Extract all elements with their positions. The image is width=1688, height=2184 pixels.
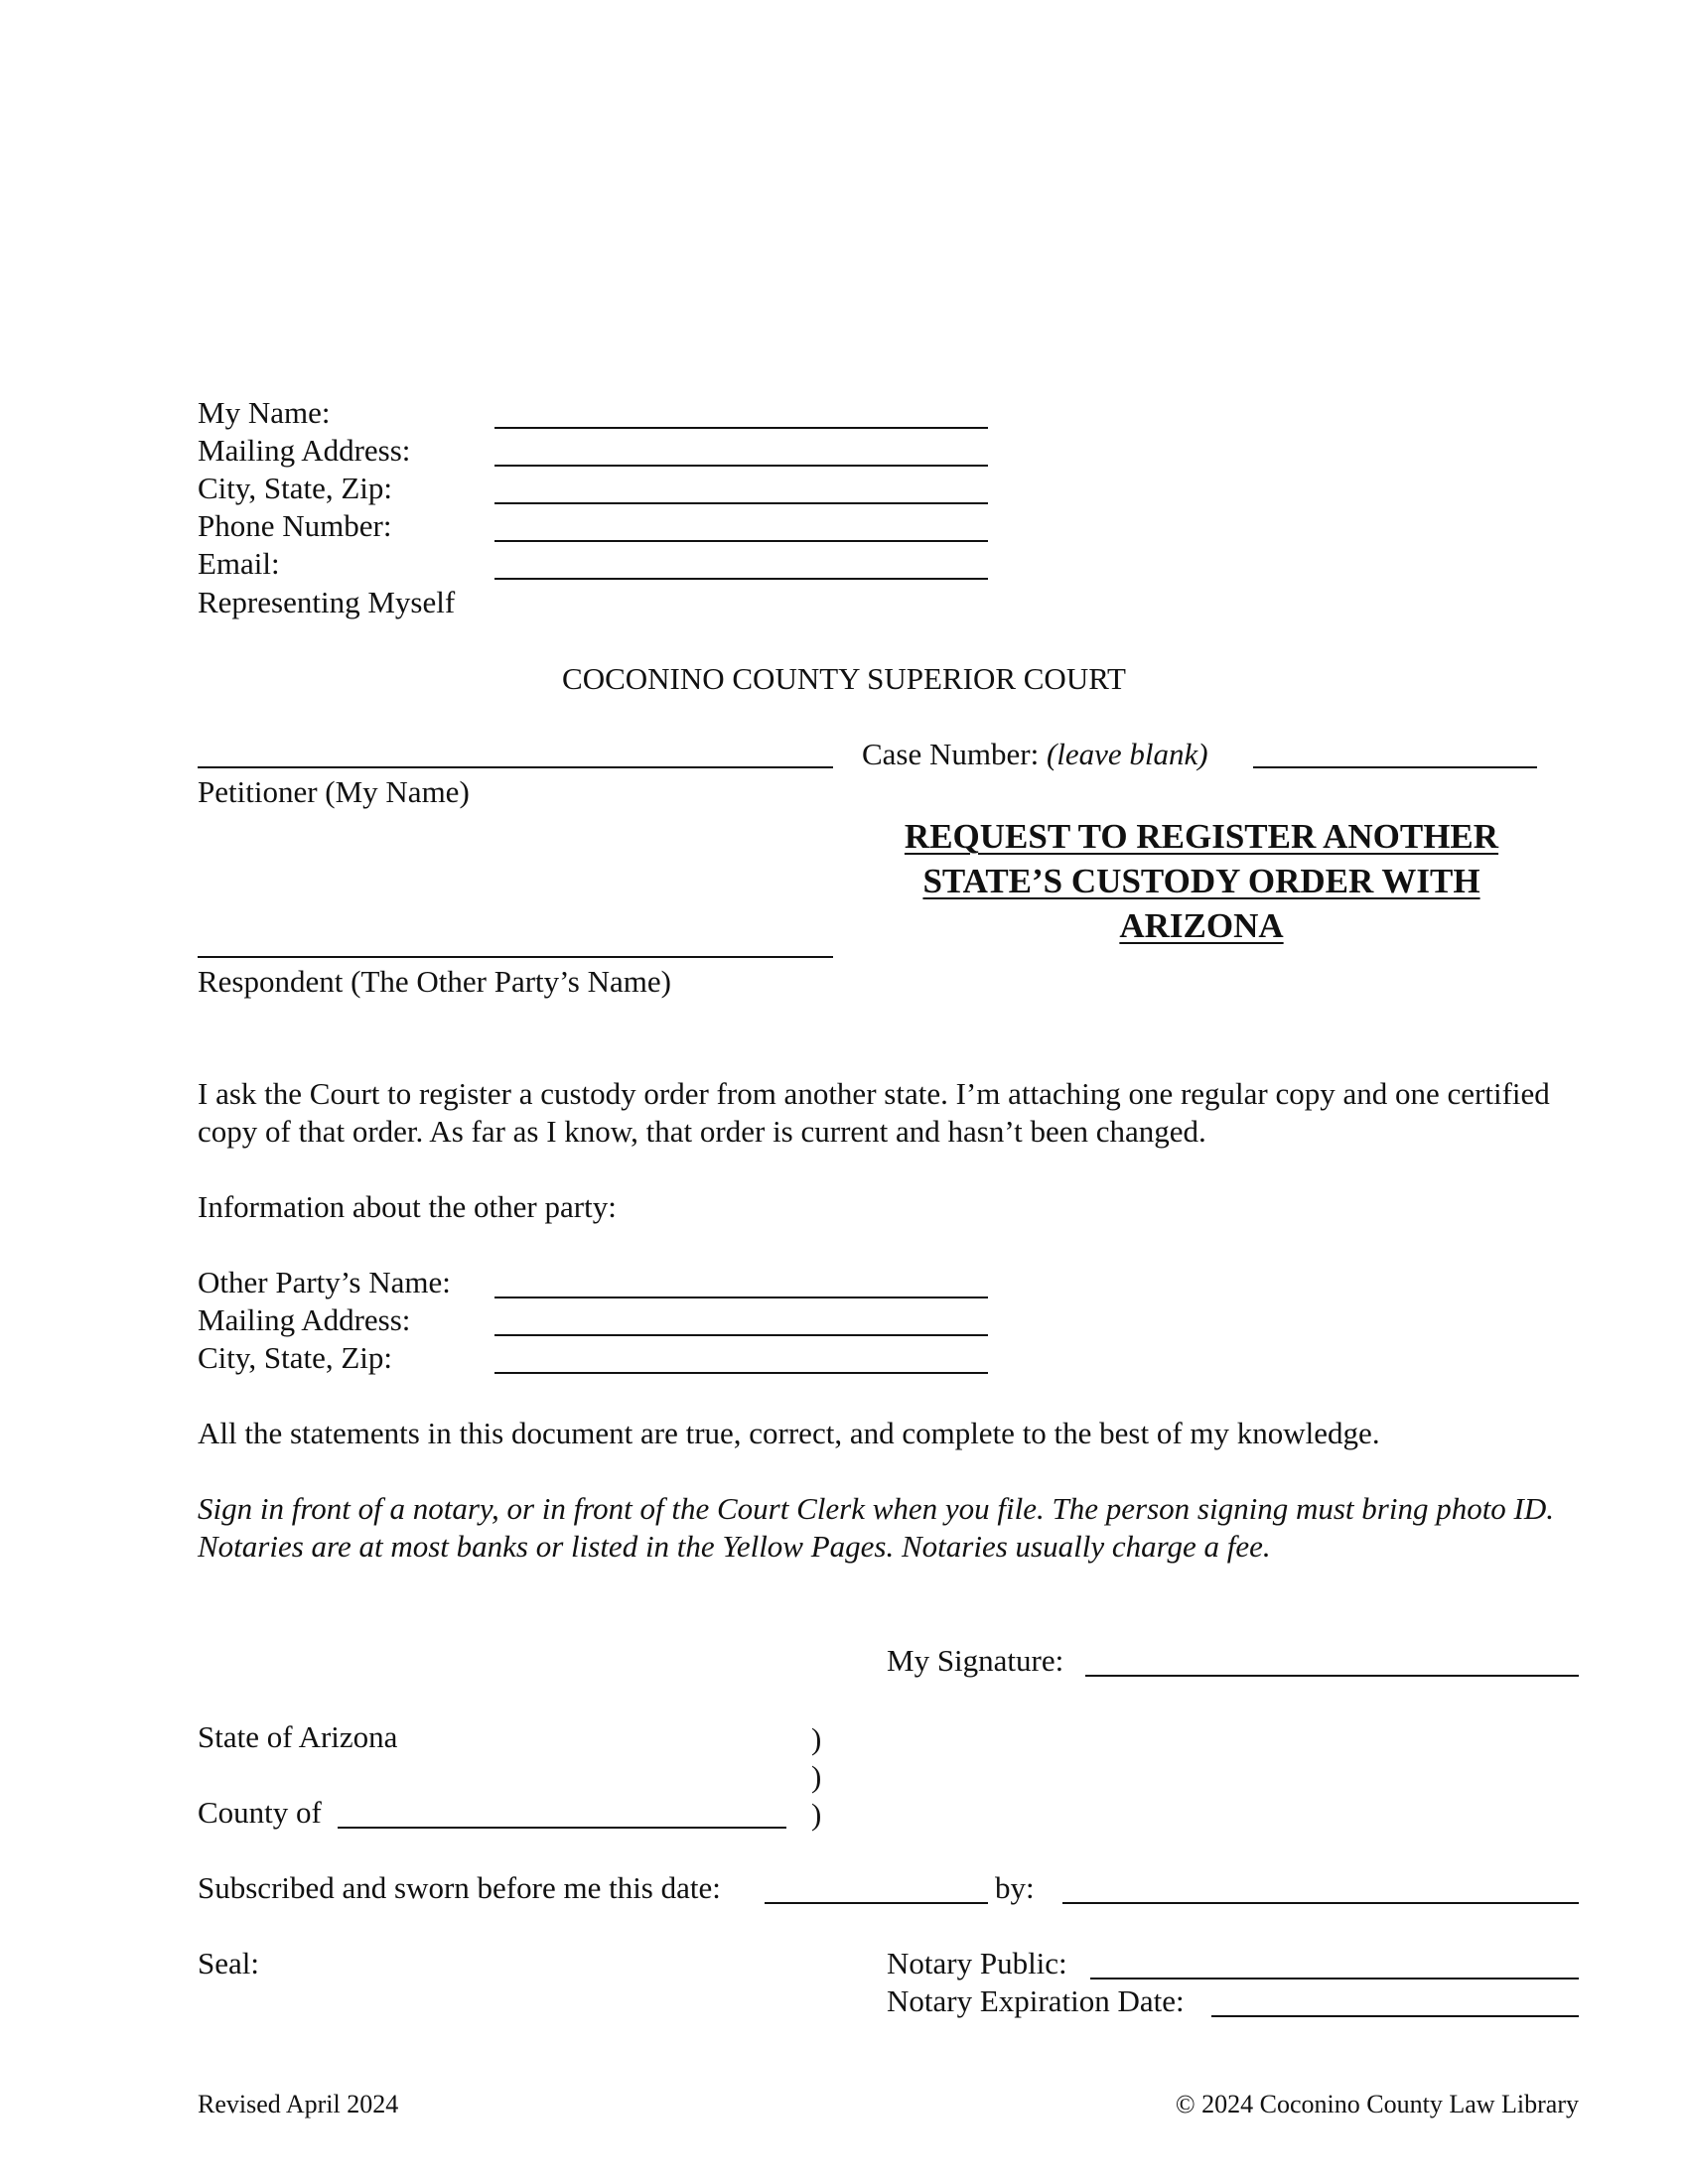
my-signature-label: My Signature: — [887, 1643, 1064, 1678]
my-name-label: My Name: — [198, 395, 331, 430]
document-title — [854, 814, 1549, 948]
case-number-label: Case Number: — [862, 737, 1040, 771]
representing-myself: Representing Myself — [198, 585, 456, 619]
city-state-zip-field[interactable] — [494, 502, 988, 504]
request-paragraph: I ask the Court to register a custody order from another state. I’m attaching one regular copy and one certified copy of that order. As far as I know, that order is current and hasn’t been changed. — [198, 1076, 1550, 1149]
email-field[interactable] — [494, 578, 988, 580]
notary-public-label: Notary Public: — [887, 1946, 1067, 1980]
truth-statement: All the statements in this document are true, correct, and complete to the best of my knowledge. — [198, 1416, 1380, 1450]
sworn-date-field[interactable] — [765, 1902, 988, 1904]
notary-public-field[interactable] — [1090, 1978, 1579, 1979]
copyright-notice: © 2024 Coconino County Law Library — [1175, 2090, 1579, 2118]
notary-instructions: Sign in front of a notary, or in front of the Court Clerk when you file. The person signing must bring photo ID. Notaries are at most banks or listed in the Yellow Pages. Notaries usually charge a fee. — [198, 1491, 1555, 1564]
paren-1: ) — [811, 1721, 822, 1756]
respondent-name-field[interactable] — [198, 956, 833, 958]
other-party-city-field[interactable] — [494, 1372, 988, 1374]
case-number-label-group — [862, 736, 1208, 773]
my-name-field[interactable] — [494, 427, 988, 429]
by-label: by: — [995, 1870, 1035, 1905]
county-of-label: County of — [198, 1795, 322, 1830]
other-party-intro: Information about the other party: — [198, 1189, 617, 1224]
paren-2: ) — [811, 1759, 822, 1794]
state-of-arizona: State of Arizona — [198, 1719, 398, 1754]
mailing-address-label: Mailing Address: — [198, 433, 411, 468]
mailing-address-field[interactable] — [494, 465, 988, 467]
court-name: COCONINO COUNTY SUPERIOR COURT — [562, 661, 1126, 696]
sworn-by-field[interactable] — [1062, 1902, 1579, 1904]
paren-3: ) — [811, 1797, 822, 1832]
notary-expiration-label: Notary Expiration Date: — [887, 1983, 1185, 2018]
title-line-2: STATE’S CUSTODY ORDER WITH — [922, 862, 1480, 900]
county-field[interactable] — [338, 1827, 786, 1829]
subscribed-label: Subscribed and sworn before me this date: — [198, 1870, 721, 1905]
revised-date: Revised April 2024 — [198, 2090, 399, 2118]
my-signature-field[interactable] — [1085, 1675, 1579, 1677]
respondent-label: Respondent (The Other Party’s Name) — [198, 964, 671, 999]
title-line-1: REQUEST TO REGISTER ANOTHER — [904, 817, 1499, 856]
notary-expiration-field[interactable] — [1211, 2015, 1579, 2017]
other-party-city-label: City, State, Zip: — [198, 1340, 393, 1375]
other-party-name-field[interactable] — [494, 1297, 988, 1298]
phone-number-field[interactable] — [494, 540, 988, 542]
petitioner-name-field[interactable] — [198, 766, 833, 768]
title-line-3: ARIZONA — [1119, 906, 1284, 945]
other-party-mailing-label: Mailing Address: — [198, 1302, 411, 1337]
city-state-zip-label: City, State, Zip: — [198, 471, 393, 505]
seal-label: Seal: — [198, 1946, 259, 1980]
case-number-field[interactable] — [1253, 766, 1537, 768]
phone-number-label: Phone Number: — [198, 508, 392, 543]
petitioner-label: Petitioner (My Name) — [198, 774, 470, 809]
case-number-hint: (leave blank) — [1046, 737, 1208, 771]
other-party-name-label: Other Party’s Name: — [198, 1265, 451, 1299]
other-party-mailing-field[interactable] — [494, 1334, 988, 1336]
email-label: Email: — [198, 546, 280, 581]
